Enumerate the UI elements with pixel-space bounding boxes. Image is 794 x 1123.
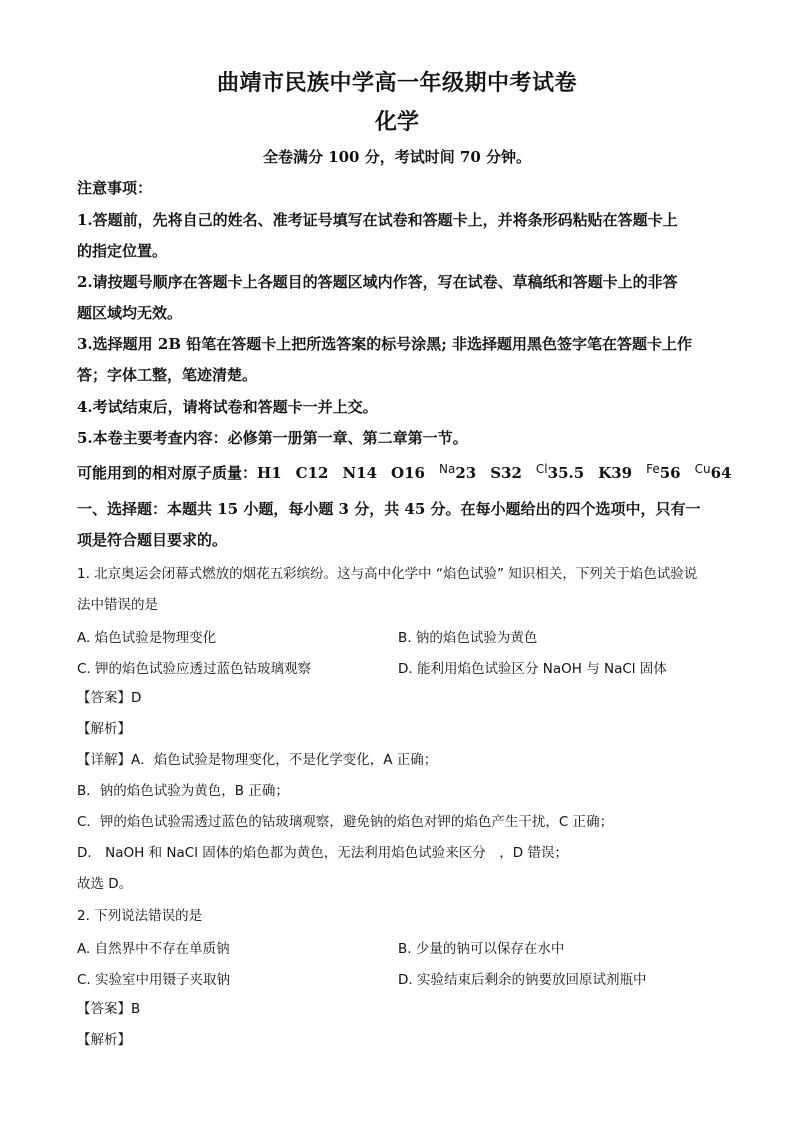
atomic-h: H1 [257, 464, 282, 482]
note-3-line-1: 3.选择题用 2B 铅笔在答题卡上把所选答案的标号涂黑; 非选择题用黑色签字笔在答题卡上作 [77, 335, 692, 353]
atomic-o: O16 [391, 464, 425, 482]
q1-option-c: C. 钾的焰色试验应透过蓝色钴玻璃观察 [77, 661, 312, 677]
q2-option-a: A. 自然界中不存在单质钠 [77, 941, 230, 957]
atomic-n: N14 [342, 464, 378, 482]
note-2-line-1: 2.请按题号顺序在答题卡上各题目的答题区域内作答，写在试卷、草稿纸和答题卡上的非答 [77, 273, 678, 291]
q2-stem: 2. 下列说法错误的是 [77, 908, 203, 924]
q2-answer: 【答案】B [77, 1001, 141, 1017]
q1-conclusion: 故选 D。 [77, 876, 133, 892]
q1-option-a: A. 焰色试验是物理变化 [77, 630, 217, 646]
q1-analysis-label: 【解析】 [77, 721, 131, 737]
atomic-mass-label: 可能用到的相对原子质量： [77, 464, 258, 482]
subject-title: 化学 [374, 109, 419, 135]
note-4: 4.考试结束后，请将试卷和答题卡一并上交。 [77, 398, 378, 416]
q1-detail-a: 【详解】A．焰色试验是物理变化，不是化学变化，A 正确； [77, 752, 438, 768]
fe-symbol: Fe [646, 462, 660, 476]
note-2-line-2: 题区域均无效。 [77, 304, 183, 322]
note-1-line-1: 1.答题前，先将自己的姓名、准考证号填写在试卷和答题卡上，并将条形码粘贴在答题卡上 [77, 211, 678, 229]
exam-title: 曲靖市民族中学高一年级期中考试卷 [216, 70, 577, 96]
atomic-cu [695, 464, 732, 482]
q1-stem-line-2: 法中错误的是 [77, 597, 158, 613]
exam-info: 全卷满分 100 分，考试时间 70 分钟。 [262, 148, 532, 166]
q1-stem-line-1: 1. 北京奥运会闭幕式燃放的烟花五彩缤纷。这与高中化学中 “焰色试验” 知识相关，下列关于焰色试验说 [77, 566, 698, 582]
q1-detail-b: B．钠的焰色试验为黄色，B 正确； [77, 783, 289, 799]
atomic-mass-line [77, 463, 731, 484]
na-value: 23 [455, 464, 477, 482]
q1-answer: 【答案】D [77, 690, 142, 706]
q2-analysis-label: 【解析】 [77, 1032, 131, 1048]
q1-detail-c: C．钾的焰色试验需透过蓝色的钴玻璃观察，避免钠的焰色对钾的焰色产生干扰，C 正确； [77, 814, 614, 830]
note-3-line-2: 答；字体工整，笔迹清楚。 [77, 366, 258, 384]
cu-value: 64 [710, 464, 732, 482]
cu-symbol: Cu [694, 462, 711, 476]
na-symbol: Na [438, 462, 456, 476]
notes-heading: 注意事项： [77, 179, 153, 197]
q1-option-b: B. 钠的焰色试验为黄色 [398, 630, 538, 646]
section-1-line-2: 项是符合题目要求的。 [77, 531, 228, 549]
atomic-cl [536, 463, 584, 484]
atomic-c: C12 [295, 464, 329, 482]
q2-option-d: D. 实验结束后剩余的钠要放回原试剂瓶中 [398, 972, 647, 988]
note-5: 5.本卷主要考查内容：必修第一册第一章、第二章第一节。 [77, 429, 468, 447]
atomic-s: S32 [490, 464, 522, 482]
atomic-k: K39 [598, 464, 633, 482]
q1-option-d: D. 能利用焰色试验区分 NaOH 与 NaCl 固体 [398, 661, 667, 677]
cl-symbol: Cl [535, 462, 548, 476]
atomic-na [439, 463, 476, 484]
note-1-line-2: 的指定位置。 [77, 242, 168, 260]
q1-detail-d: D． NaOH 和 NaCl 固体的焰色都为黄色，无法利用焰色试验来区分 ，D 错误； [77, 845, 568, 861]
q2-option-c: C. 实验室中用镊子夹取钠 [77, 972, 231, 988]
q2-option-b: B. 少量的钠可以保存在水中 [398, 941, 565, 957]
fe-value: 56 [659, 464, 681, 482]
section-1-line-1: 一、选择题：本题共 15 小题，每小题 3 分，共 45 分。在每小题给出的四个选项中，只有一 [77, 500, 701, 518]
atomic-fe [646, 463, 681, 484]
cl-value: 35.5 [547, 464, 585, 482]
